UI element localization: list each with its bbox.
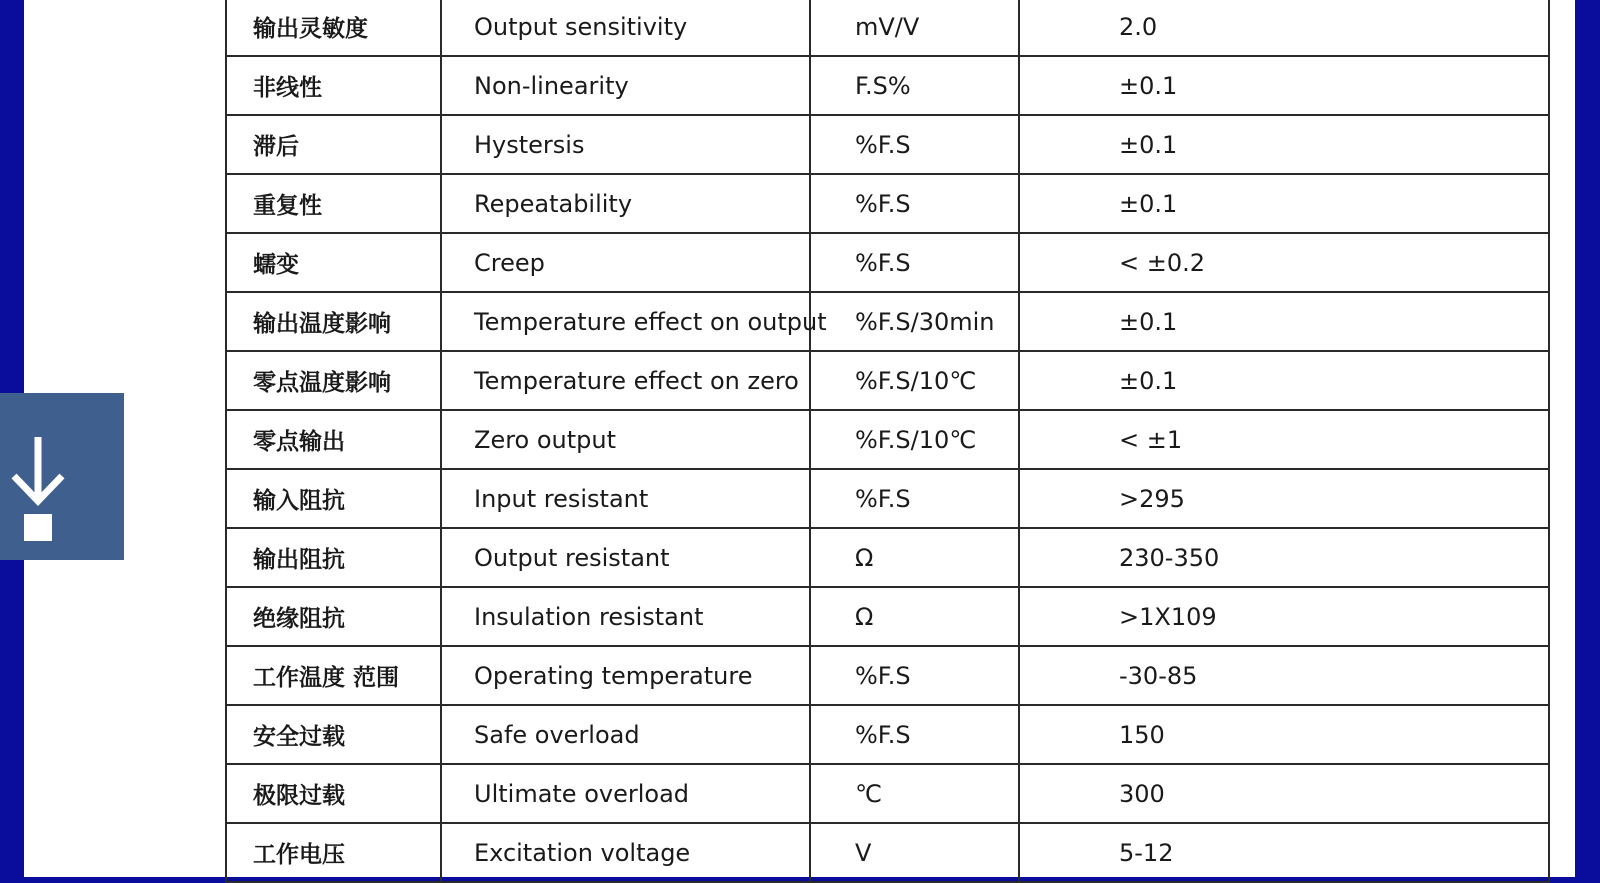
- spec-unit: %F.S: [810, 705, 1019, 764]
- spec-name-zh: 安全过载: [226, 705, 441, 764]
- spec-name-zh: 工作温度 范围: [226, 646, 441, 705]
- spec-unit: %F.S: [810, 233, 1019, 292]
- table-row: [226, 115, 1549, 174]
- download-icon: [6, 437, 70, 541]
- spec-value: >1X109: [1019, 587, 1549, 646]
- spec-name-zh: 极限过载: [226, 764, 441, 823]
- spec-name-en: Repeatability: [441, 174, 810, 233]
- table-row: [226, 764, 1549, 823]
- spec-unit: mV/V: [810, 0, 1019, 56]
- spec-name-zh: 零点输出: [226, 410, 441, 469]
- spec-value: ±0.1: [1019, 115, 1549, 174]
- spec-value: ±0.1: [1019, 174, 1549, 233]
- spec-name-en: Hystersis: [441, 115, 810, 174]
- spec-value: 300: [1019, 764, 1549, 823]
- spec-value: >295: [1019, 469, 1549, 528]
- spec-name-zh: 绝缘阻抗: [226, 587, 441, 646]
- table-row: [226, 705, 1549, 764]
- spec-name-en: Non-linearity: [441, 56, 810, 115]
- spec-unit: ℃: [810, 764, 1019, 823]
- spec-unit: Ω: [810, 528, 1019, 587]
- table-row: [226, 174, 1549, 233]
- spec-value: ±0.1: [1019, 56, 1549, 115]
- spec-name-en: Temperature effect on zero: [441, 351, 810, 410]
- spec-name-zh: 输出温度影响: [226, 292, 441, 351]
- spec-unit: %F.S/10℃: [810, 410, 1019, 469]
- table-row: [226, 410, 1549, 469]
- spec-name-zh: 重复性: [226, 174, 441, 233]
- table-row: [226, 292, 1549, 351]
- spec-unit: Ω: [810, 587, 1019, 646]
- download-button[interactable]: [0, 393, 124, 560]
- spec-name-zh: 零点温度影响: [226, 351, 441, 410]
- spec-unit: %F.S: [810, 469, 1019, 528]
- spec-unit: %F.S/10℃: [810, 351, 1019, 410]
- spec-table-body: [226, 0, 1549, 882]
- spec-value: 5-12: [1019, 823, 1549, 882]
- table-row: [226, 469, 1549, 528]
- spec-name-en: Insulation resistant: [441, 587, 810, 646]
- spec-name-en: Zero output: [441, 410, 810, 469]
- spec-name-en: Excitation voltage: [441, 823, 810, 882]
- spec-name-en: Output sensitivity: [441, 0, 810, 56]
- spec-value: 230-350: [1019, 528, 1549, 587]
- spec-name-zh: 非线性: [226, 56, 441, 115]
- spec-unit: %F.S: [810, 646, 1019, 705]
- table-row: [226, 587, 1549, 646]
- spec-unit: %F.S/30min: [810, 292, 1019, 351]
- spec-value: ±0.1: [1019, 292, 1549, 351]
- spec-name-en: Temperature effect on output: [441, 292, 810, 351]
- spec-name-zh: 蠕变: [226, 233, 441, 292]
- spec-name-en: Input resistant: [441, 469, 810, 528]
- spec-value: 150: [1019, 705, 1549, 764]
- spec-sheet: [24, 0, 1575, 877]
- spec-name-en: Creep: [441, 233, 810, 292]
- spec-unit: %F.S: [810, 174, 1019, 233]
- spec-name-en: Safe overload: [441, 705, 810, 764]
- spec-name-zh: 输出阻抗: [226, 528, 441, 587]
- spec-name-en: Ultimate overload: [441, 764, 810, 823]
- spec-name-zh: 工作电压: [226, 823, 441, 882]
- table-row: [226, 233, 1549, 292]
- table-row: [226, 0, 1549, 56]
- spec-value: ±0.1: [1019, 351, 1549, 410]
- spec-name-zh: 输出灵敏度: [226, 0, 441, 56]
- spec-unit: F.S%: [810, 56, 1019, 115]
- spec-name-en: Output resistant: [441, 528, 810, 587]
- spec-value: < ±0.2: [1019, 233, 1549, 292]
- spec-unit: V: [810, 823, 1019, 882]
- spec-value: -30-85: [1019, 646, 1549, 705]
- table-row: [226, 823, 1549, 882]
- table-row: [226, 56, 1549, 115]
- spec-name-zh: 滞后: [226, 115, 441, 174]
- table-row: [226, 646, 1549, 705]
- spec-name-en: Operating temperature: [441, 646, 810, 705]
- table-row: [226, 528, 1549, 587]
- table-row: [226, 351, 1549, 410]
- spec-unit: %F.S: [810, 115, 1019, 174]
- spec-value: < ±1: [1019, 410, 1549, 469]
- spec-table: [225, 0, 1550, 883]
- spec-name-zh: 输入阻抗: [226, 469, 441, 528]
- spec-value: 2.0: [1019, 0, 1549, 56]
